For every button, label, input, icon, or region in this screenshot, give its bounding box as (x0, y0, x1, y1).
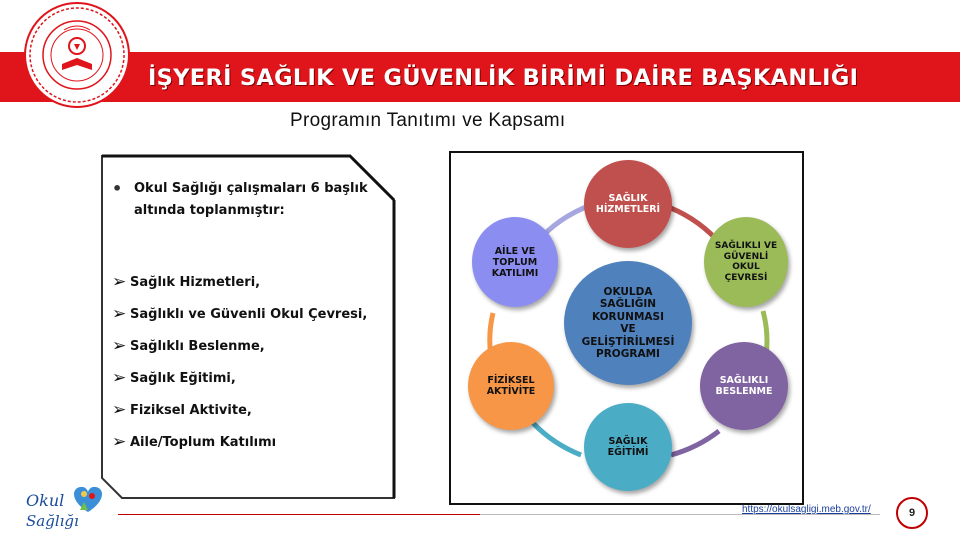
list-item-label: Sağlık Eğitimi, (130, 370, 236, 386)
node-label: AİLE VE TOPLUM KATILIMI (491, 245, 539, 279)
arrow-bullet-icon: ➢ (112, 400, 127, 420)
list-item (112, 362, 382, 394)
intro-text (134, 178, 368, 222)
list-item-label: Aile/Toplum Katılımı (130, 434, 277, 450)
intro-line-2: altında toplanmıştır: (134, 203, 285, 218)
center-node-label: OKULDA SAĞLIĞIN KORUNMASI VE GELİŞTİRİLMESİ PROGRAMI (581, 285, 675, 360)
list-item-label: Sağlıklı ve Güvenli Okul Çevresi, (130, 306, 368, 322)
node-physical-activity (468, 342, 554, 430)
panel-content (112, 178, 382, 458)
center-node (564, 261, 692, 385)
node-health-education (584, 403, 672, 491)
node-health-services (584, 160, 672, 248)
logo-text-sagligi: Sağlığı (26, 512, 79, 530)
list-item (112, 330, 382, 362)
node-label: FİZİKSEL AKTİVİTE (486, 375, 536, 397)
list-item (112, 298, 382, 330)
intro-line-1: Okul Sağlığı çalışmaları 6 başlık (134, 181, 368, 196)
arrow-bullet-icon: ➢ (112, 304, 127, 324)
list-item (112, 266, 382, 298)
page-subtitle: Programın Tanıtımı ve Kapsamı (290, 110, 566, 131)
node-safe-school-environment (704, 217, 788, 307)
list-item (112, 394, 382, 426)
list-item-label: Sağlık Hizmetleri, (130, 274, 261, 290)
footer-divider (118, 514, 480, 515)
node-healthy-nutrition (700, 342, 788, 430)
ministry-seal-icon (22, 0, 132, 110)
node-label: SAĞLIK HİZMETLERİ (595, 193, 661, 215)
logo-text-okul: Okul (26, 491, 65, 510)
okul-sagligi-logo-icon (22, 480, 112, 536)
cycle-diagram (449, 151, 804, 505)
list-item-label: Sağlıklı Beslenme, (130, 338, 265, 354)
bullet-icon: • (112, 179, 123, 198)
arrow-bullet-icon: ➢ (112, 432, 127, 452)
arrow-bullet-icon: ➢ (112, 272, 127, 292)
list-item-label: Fiziksel Aktivite, (130, 402, 252, 418)
node-family-community (472, 217, 558, 307)
node-label: SAĞLIK EĞİTİMİ (607, 436, 649, 458)
node-label: SAĞLIKLI BESLENME (715, 375, 773, 397)
arrow-bullet-icon: ➢ (112, 336, 127, 356)
arrow-bullet-icon: ➢ (112, 368, 127, 388)
intro-bullet (112, 178, 382, 222)
footer-url-link[interactable]: https://okulsagligi.meb.gov.tr/ (742, 504, 871, 515)
node-label: SAĞLIKLI VE GÜVENLİ OKUL ÇEVRESİ (714, 241, 778, 283)
list-item (112, 426, 382, 458)
header-title: İŞYERİ SAĞLIK VE GÜVENLİK BİRİMİ DAİRE BAŞKANLIĞI (148, 65, 859, 91)
page-number: 9 (896, 497, 928, 529)
